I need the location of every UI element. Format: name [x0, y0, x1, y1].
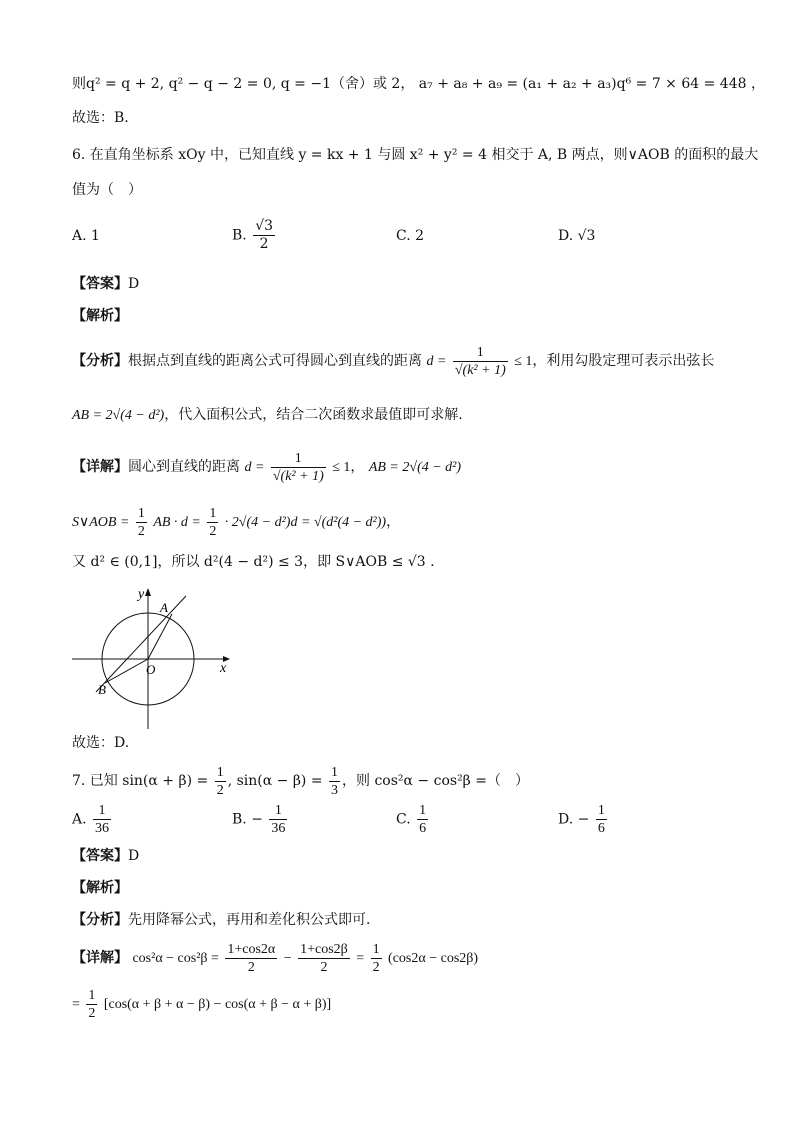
q7-analysis: [72, 878, 128, 898]
q6-area-half-num: 1: [137, 505, 145, 521]
q7-opt-d-den: 6: [597, 821, 605, 836]
q7-xj-tail: (cos2α − cos2β): [388, 951, 479, 966]
q7-opt-c-frac: [417, 802, 428, 837]
segment-oa: [148, 614, 172, 659]
q7-xiangjie-line2: [72, 984, 331, 1025]
q6-fenxi-text-c: ，代入面积公式，结合二次函数求最值即可求解.: [164, 407, 463, 423]
q7-stem-frac2-den: 3: [331, 782, 339, 798]
q7-xj-frac3: [371, 941, 382, 976]
q6-xiangjie-line1: [72, 448, 461, 487]
q7-xj-eq: =: [356, 951, 365, 966]
q6-area-half2-num: 1: [209, 505, 217, 521]
q6-fenxi-line2: [72, 405, 463, 426]
q6-area-mid: AB · d =: [153, 515, 201, 530]
q6-distance-fraction: [453, 344, 508, 379]
q6-analysis-tag: [72, 306, 128, 326]
q6-option-b-numerator: √3: [255, 218, 274, 234]
q6-also-line: 又 d² ∈ (0,1]，所以 d²(4 − d²) ≤ 3，即 S∨AOB ≤ √3 .: [72, 554, 435, 570]
q7-xiangjie-line1: [72, 938, 478, 979]
point-b-label: B: [98, 682, 106, 697]
q6-option-a: A. 1: [72, 228, 100, 244]
q6-area-line: [72, 504, 400, 541]
q6-fenxi-line1: [72, 342, 714, 381]
q6-figure: [68, 584, 238, 734]
q6-option-b-denominator: 2: [259, 236, 269, 252]
q6-option-b-fraction: [253, 218, 275, 253]
q6-area-result: · 2√(4 − d²)d = √(d²(4 − d²)): [224, 515, 387, 530]
q7-opt-c-prefix: C.: [396, 811, 411, 828]
q7-l2-tail: [cos(α + β + α − β) − cos(α + β − α + β)]: [103, 997, 332, 1012]
q7-xj-frac3-den: 2: [372, 959, 380, 975]
q7-l2-frac-num: 1: [88, 987, 96, 1003]
q6-fenxi-text-b: ，利用勾股定理可表示出弦长: [532, 353, 715, 369]
q7-opt-b-num: 1: [269, 802, 287, 820]
y-arrow-icon: [145, 588, 151, 596]
q7-xj-frac1-den: 2: [247, 959, 255, 975]
q6-area-half-den: 2: [137, 523, 145, 539]
q6-option-c: C. 2: [396, 228, 425, 244]
q7-stem-frac1-den: 2: [216, 782, 224, 798]
q7-fenxi-tag: 【分析】: [72, 912, 128, 928]
q7-xj-minus: −: [283, 951, 292, 966]
q6-xj-comma: ，: [350, 459, 365, 475]
q7-opt-c-num: 1: [419, 803, 427, 818]
q6-stem-line2: 值为（ ）: [72, 182, 142, 198]
q6-xj-fraction: [271, 450, 326, 485]
q7-stem-frac2: [329, 764, 340, 799]
q6-fenxi-text-a: 根据点到直线的距离公式可得圆心到直线的距离: [128, 353, 422, 369]
q6-answer: [72, 274, 139, 294]
q7-opt-d-prefix: D. −: [558, 811, 590, 828]
q7-xj-frac2: [298, 941, 350, 976]
q7-answer: [72, 846, 139, 866]
q7-stem-frac2-num: 1: [331, 764, 339, 780]
q6-xj-frac-num: 1: [271, 450, 326, 468]
q6-area-lhs: S∨AOB =: [72, 515, 130, 530]
q6-choice: 故选：D.: [72, 735, 130, 751]
q6-d-eq: d =: [426, 354, 447, 369]
q7-option-b: [232, 802, 289, 837]
q6-option-b-prefix: B.: [232, 227, 247, 244]
q7-xj-frac3-num: 1: [372, 941, 380, 957]
q6-area-half2: [207, 505, 218, 540]
q6-option-d: D. √3: [558, 228, 596, 244]
q7-l2-frac-den: 2: [88, 1005, 96, 1021]
q7-opt-a-prefix: A.: [72, 811, 87, 828]
q7-stem-b: , sin(α − β) =: [227, 773, 323, 789]
q7-xiangjie-tag: 【详解】: [72, 950, 128, 966]
q7-opt-d-frac: [596, 802, 607, 837]
q7-xj-frac1-num: 1+cos2α: [227, 941, 276, 957]
q7-answer-tag: 【答案】: [72, 848, 128, 864]
q7-stem-frac1-num: 1: [216, 764, 224, 780]
segment-ob: [105, 659, 148, 683]
q5-equation-line: 则q² = q + 2, q² − q − 2 = 0, q = −1（舍）或 2， a₇ + a₈ + a₉ = (a₁ + a₂ + a₃)q⁶ = 7 × 64 = 448 ，: [72, 76, 765, 92]
q6-area-half: [136, 505, 147, 540]
q6-xj-chord: AB = 2√(4 − d²): [368, 460, 462, 475]
q7-xj-frac2-den: 2: [320, 959, 328, 975]
q7-stem-frac1: [215, 764, 226, 799]
q7-stem-a: 7. 已知 sin(α + β) =: [72, 773, 209, 789]
point-a-label: A: [160, 600, 168, 615]
q6-option-b: [232, 218, 277, 253]
q7-opt-a-frac: [93, 802, 111, 837]
q7-l2-eq: =: [72, 997, 80, 1012]
q6-le1: ≤ 1: [514, 354, 533, 369]
q7-xj-lhs: cos²α − cos²β =: [132, 951, 219, 966]
q7-xj-frac2-num: 1+cos2β: [300, 941, 348, 957]
q6-area-comma: ，: [386, 514, 401, 530]
q6-fenxi-tag: 【分析】: [72, 353, 128, 369]
q6-area-half2-den: 2: [209, 523, 217, 539]
q7-analysis-tag: 【解析】: [72, 880, 128, 896]
q7-option-a: [72, 802, 113, 837]
q6-stem-line1: 6. 在直角坐标系 xOy 中，已知直线 y = kx + 1 与圆 x² + y² = 4 相交于 A, B 两点，则∨AOB 的面积的最大: [72, 147, 759, 163]
q6-chord-formula: AB = 2√(4 − d²): [72, 408, 165, 423]
q7-fenxi: [72, 910, 370, 930]
q6-answer-tag: 【答案】: [72, 276, 128, 292]
q6-xj-d-eq: d =: [244, 460, 265, 475]
q5-choice: 故选：B.: [72, 110, 129, 126]
q7-opt-b-den: 36: [271, 821, 286, 836]
q7-opt-b-frac: [269, 802, 287, 837]
q7-opt-c-den: 6: [419, 821, 427, 836]
origin-label: O: [146, 662, 156, 677]
q6-xiangjie-tag: 【详解】: [72, 459, 128, 475]
q7-opt-b-prefix: B. −: [232, 811, 263, 828]
q7-opt-a-num: 1: [93, 802, 111, 820]
q7-l2-frac: [86, 987, 97, 1022]
q7-xj-frac1: [225, 941, 277, 976]
q7-option-c: [396, 802, 430, 837]
q7-opt-a-den: 36: [95, 821, 110, 836]
q6-xj-le1: ≤ 1: [332, 460, 351, 475]
q6-analysis-label: 【解析】: [72, 308, 128, 324]
q6-frac-den: √(k² + 1): [454, 362, 506, 378]
q7-option-d: [558, 802, 609, 837]
q7-stem-c: ，则 cos²α − cos²β =（ ）: [342, 773, 529, 789]
q6-frac-num: 1: [453, 344, 508, 362]
line-l: [96, 596, 186, 692]
q7-answer-value: D: [128, 848, 140, 864]
q6-answer-value: D: [128, 276, 140, 292]
q6-xiangjie-text: 圆心到直线的距离: [128, 459, 240, 475]
q7-opt-d-num: 1: [597, 803, 605, 818]
y-label: y: [138, 587, 145, 602]
q6-xj-frac-den: √(k² + 1): [272, 468, 324, 484]
q7-stem: [72, 762, 529, 800]
x-label: x: [220, 661, 227, 676]
q7-fenxi-text: 先用降幂公式，再用和差化积公式即可.: [128, 912, 371, 928]
